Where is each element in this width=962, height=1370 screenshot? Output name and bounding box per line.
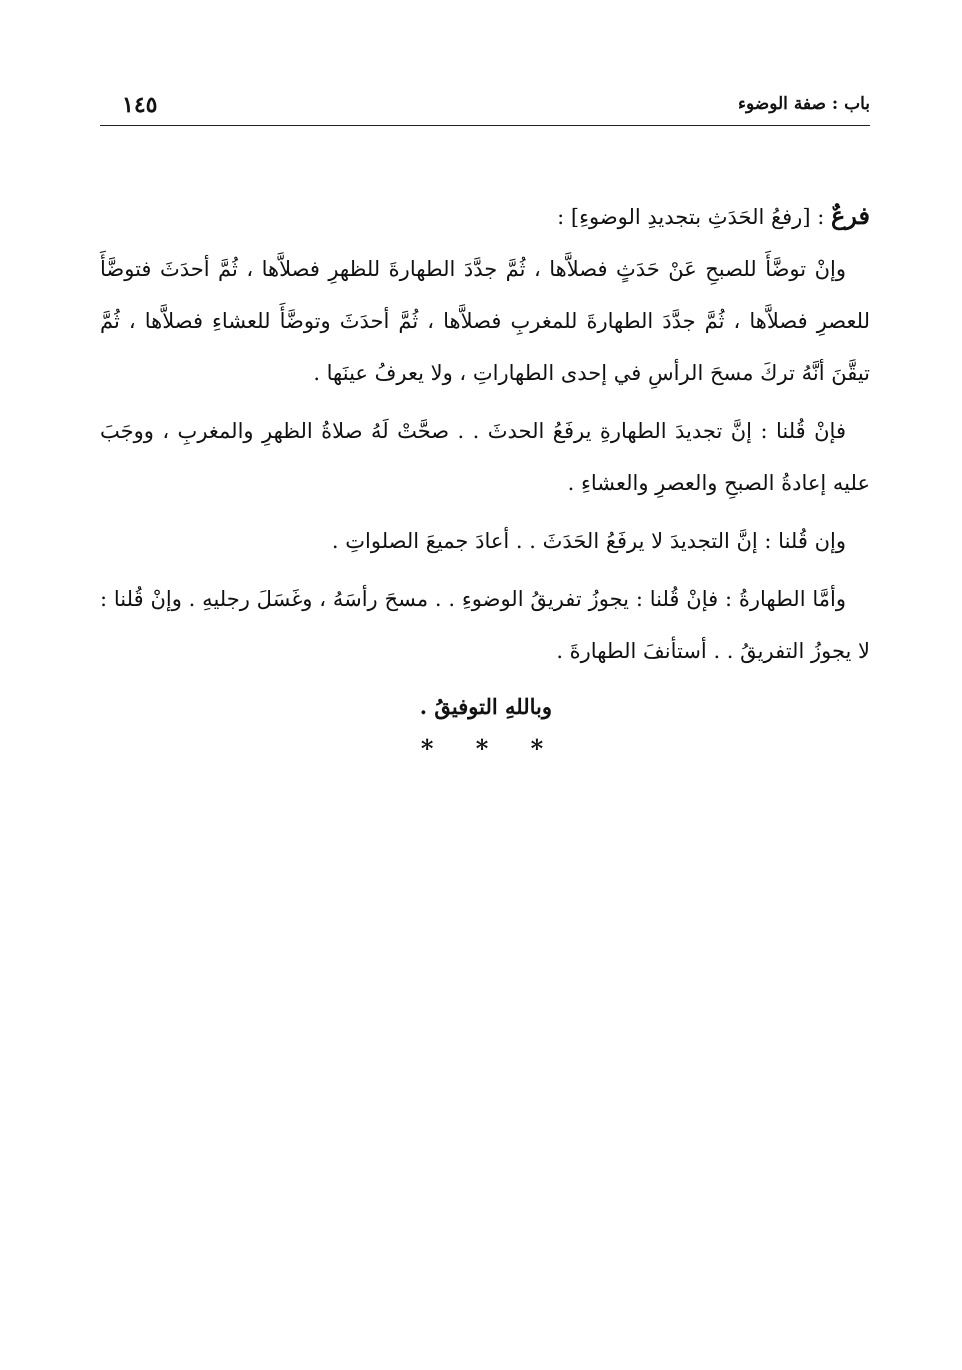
paragraph-first-opinion: فإنْ قُلنا : إنَّ تجديدَ الطهارةِ يرفَعُ الحدثَ . . صحَّتْ لَهُ صلاةُ الظهرِ والمغربِ ، ووجَبَ عليه إعادةُ الصبحِ والعصرِ والعشاءِ . bbox=[100, 419, 870, 495]
paragraph-purification: وأمَّا الطهارةُ : فإنْ قُلنا : يجوزُ تفريقُ الوضوءِ . . مسحَ رأسَهُ ، وغَسَلَ رجليهِ . وإنْ قُلنا : لا يجوزُ التفريقُ . . أستأنفَ الطهارةَ . bbox=[100, 587, 870, 663]
section-heading bbox=[100, 190, 870, 243]
asterisk-separator: * * * bbox=[420, 734, 550, 763]
chapter-title: باب : صفة الوضوء bbox=[738, 94, 870, 114]
page-number: ١٤٥ bbox=[122, 92, 158, 118]
header-rule bbox=[100, 125, 870, 126]
main-text bbox=[100, 190, 870, 733]
paragraph-case: وإنْ توضَّأَ للصبحِ عَنْ حَدَثٍ فصلاَّها ، ثُمَّ جدَّدَ الطهارةَ للظهرِ فصلاَّها ، ثُمَّ أحدَثَ فتوضَّأَ للعصرِ فصلاَّها ، ثُمَّ جدَّدَ الطهارةَ للمغربِ فصلاَّها ، ثُمَّ أحدَثَ وتوضَّأَ للعشاءِ فصلاَّها ، ثُمَّ تيقَّنَ أنَّهُ تركَ مسحَ الرأسِ في إحدى الطهاراتِ ، ولا يعرفُ عينَها . bbox=[100, 257, 870, 385]
section-title: : [رفعُ الحَدَثِ بتجديدِ الوضوءِ] : bbox=[557, 205, 831, 229]
running-header bbox=[100, 92, 870, 126]
section-term: فرعٌ bbox=[830, 201, 870, 230]
paragraph-second-opinion: وإن قُلنا : إنَّ التجديدَ لا يرفَعُ الحَدَثَ . . أعادَ جميعَ الصلواتِ . bbox=[331, 529, 846, 553]
closing-formula: وباللهِ التوفيقُ . bbox=[419, 694, 552, 719]
